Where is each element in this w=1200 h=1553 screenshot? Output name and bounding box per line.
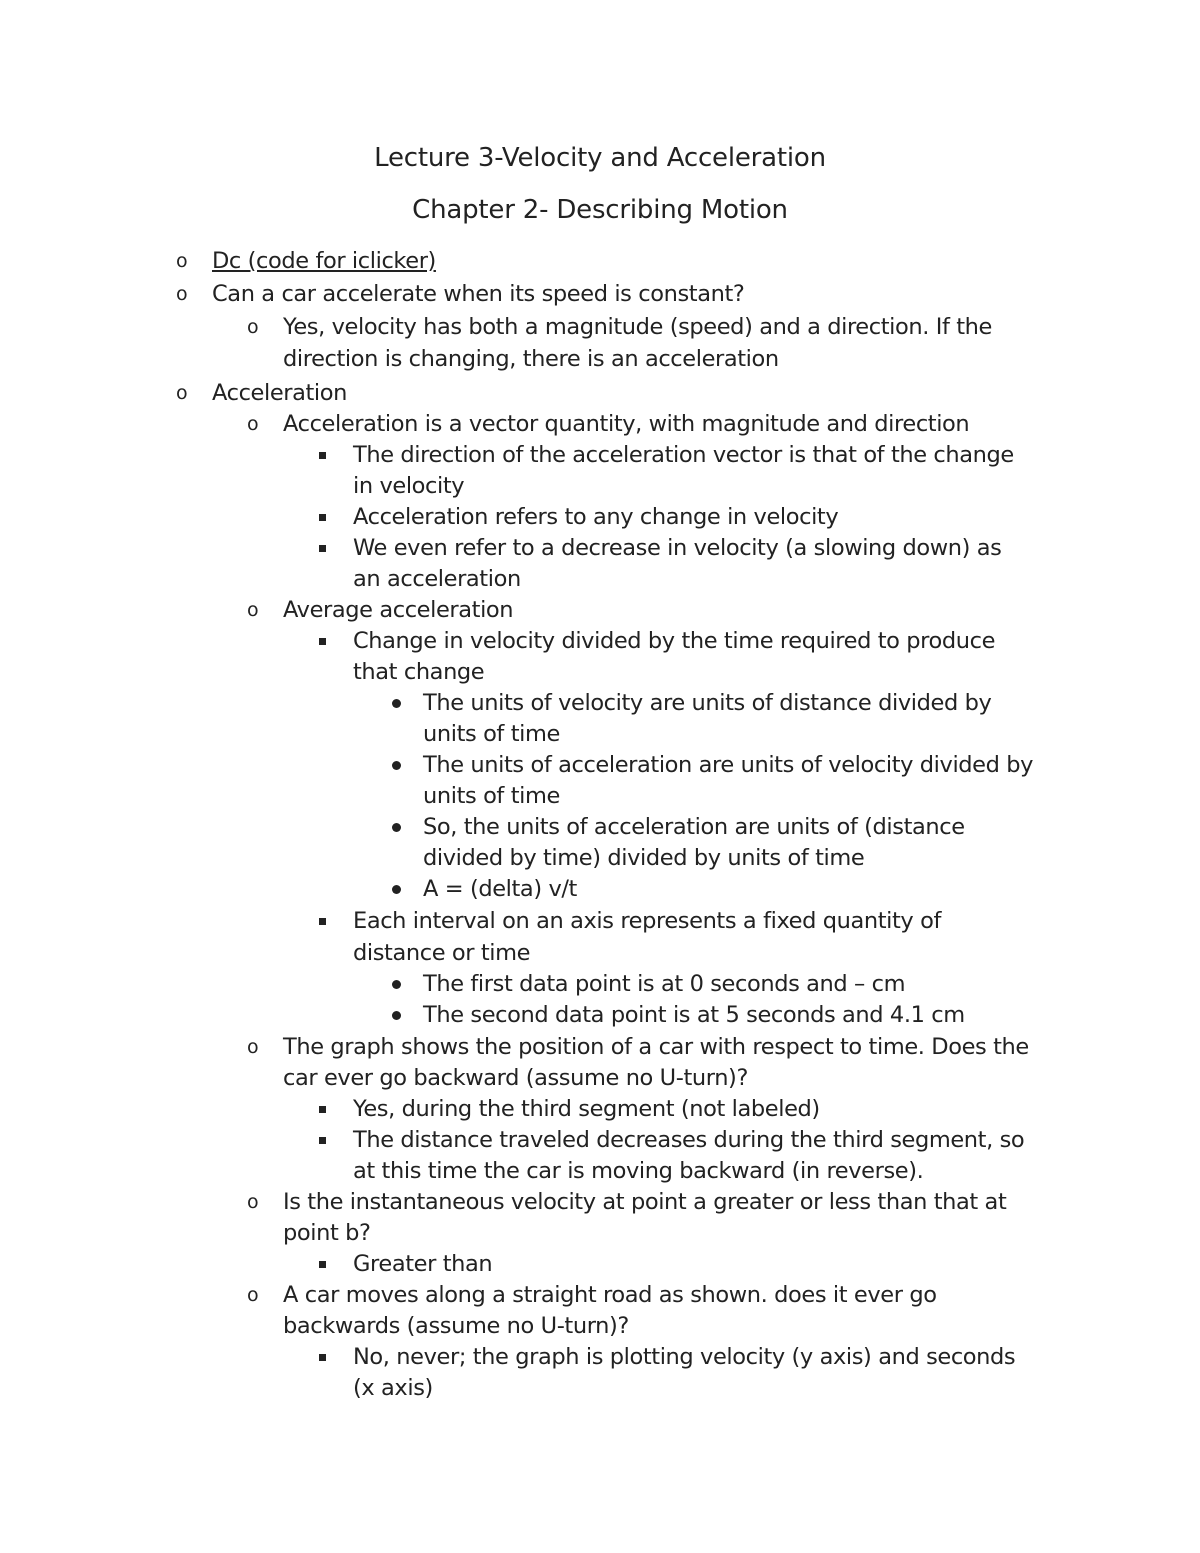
list-item	[423, 812, 965, 843]
list-item	[353, 626, 995, 657]
list-item-text: The units of velocity are units of distance divided by	[423, 690, 992, 716]
list-item-text: The distance traveled decreases during the third segment, so	[353, 1127, 1025, 1153]
circle-bullet-icon: o	[176, 283, 188, 305]
list-item	[423, 688, 991, 719]
list-item-text: The units of acceleration are units of velocity divided by	[423, 752, 1034, 778]
list-item-text: that change	[353, 659, 485, 685]
list-item	[247, 1032, 1029, 1063]
list-item-text: Dc (code for iclicker)	[212, 248, 436, 274]
list-item-text: The direction of the acceleration vector is that of the change	[353, 442, 1014, 468]
list-item	[423, 969, 905, 1000]
list-item-text: The first data point is at 0 seconds and – cm	[423, 971, 906, 997]
list-item-continuation	[283, 1311, 629, 1342]
list-item	[176, 246, 436, 277]
list-item	[247, 409, 970, 440]
dot-bullet-icon	[392, 885, 401, 894]
square-bullet-icon	[319, 1354, 326, 1361]
dot-bullet-icon	[392, 980, 401, 989]
list-item-text: Acceleration refers to any change in velocity	[353, 504, 839, 530]
list-item-text: (x axis)	[353, 1375, 433, 1401]
list-item	[247, 1280, 937, 1311]
square-bullet-icon	[319, 1106, 326, 1113]
list-item-text: Each interval on an axis represents a fixed quantity of	[353, 908, 941, 934]
square-bullet-icon	[319, 514, 326, 521]
list-item-continuation	[423, 843, 864, 874]
circle-bullet-icon: o	[247, 599, 259, 621]
list-item-text: No, never; the graph is plotting velocity (y axis) and seconds	[353, 1344, 1016, 1370]
list-item-text: Yes, during the third segment (not labeled)	[353, 1096, 820, 1122]
list-item	[247, 312, 992, 343]
circle-bullet-icon: o	[247, 413, 259, 435]
page-subtitle: Chapter 2- Describing Motion	[412, 195, 788, 225]
list-item	[247, 595, 514, 626]
list-item-continuation	[283, 344, 779, 375]
circle-bullet-icon: o	[176, 382, 188, 404]
list-item-text: in velocity	[353, 473, 465, 499]
list-item-continuation	[353, 1373, 433, 1404]
list-item	[353, 906, 941, 937]
list-item-text: car ever go backward (assume no U-turn)?	[283, 1065, 748, 1091]
list-item-text: The graph shows the position of a car with respect to time. Does the	[283, 1034, 1029, 1060]
list-item-text: A = (delta) v/t	[423, 876, 577, 902]
list-item-continuation	[353, 1156, 923, 1187]
list-item	[247, 1187, 1007, 1218]
square-bullet-icon	[319, 1137, 326, 1144]
circle-bullet-icon: o	[247, 1036, 259, 1058]
dot-bullet-icon	[392, 1011, 401, 1020]
list-item	[353, 1342, 1015, 1373]
list-item-text: distance or time	[353, 940, 531, 966]
list-item-continuation	[283, 1218, 371, 1249]
list-item-text: The second data point is at 5 seconds and 4.1 cm	[423, 1002, 965, 1028]
square-bullet-icon	[319, 1261, 326, 1268]
square-bullet-icon	[319, 638, 326, 645]
list-item-continuation	[353, 657, 484, 688]
square-bullet-icon	[319, 452, 326, 459]
list-item-text: We even refer to a decrease in velocity (a slowing down) as	[353, 535, 1002, 561]
list-item-text: Yes, velocity has both a magnitude (speed) and a direction. If the	[283, 314, 992, 340]
list-item-text: units of time	[423, 783, 560, 809]
list-item-text: So, the units of acceleration are units of (distance	[423, 814, 965, 840]
square-bullet-icon	[319, 545, 326, 552]
list-item-text: direction is changing, there is an acceleration	[283, 346, 779, 372]
list-item-text: an acceleration	[353, 566, 521, 592]
list-item-text: backwards (assume no U-turn)?	[283, 1313, 629, 1339]
dot-bullet-icon	[392, 699, 401, 708]
list-item-text: Can a car accelerate when its speed is constant?	[212, 281, 745, 307]
list-item	[353, 533, 1002, 564]
list-item	[176, 378, 348, 409]
list-item-text: point b?	[283, 1220, 371, 1246]
circle-bullet-icon: o	[176, 250, 188, 272]
list-item	[176, 279, 745, 310]
list-item-continuation	[353, 938, 530, 969]
list-item-text: Is the instantaneous velocity at point a greater or less than that at	[283, 1189, 1007, 1215]
list-item-continuation	[353, 564, 521, 595]
list-item-text: at this time the car is moving backward (in reverse).	[353, 1158, 924, 1184]
list-item	[353, 502, 838, 533]
list-item-text: Acceleration	[212, 380, 348, 406]
list-item-text: divided by time) divided by units of time	[423, 845, 865, 871]
list-item-text: A car moves along a straight road as shown. does it ever go	[283, 1282, 937, 1308]
list-item-continuation	[423, 719, 560, 750]
list-item	[353, 1249, 492, 1280]
list-item-text: Change in velocity divided by the time required to produce	[353, 628, 996, 654]
square-bullet-icon	[319, 918, 326, 925]
dot-bullet-icon	[392, 823, 401, 832]
page-title: Lecture 3-Velocity and Acceleration	[374, 143, 826, 173]
list-item	[423, 1000, 965, 1031]
list-item	[423, 874, 577, 905]
list-item-text: Acceleration is a vector quantity, with magnitude and direction	[283, 411, 970, 437]
list-item-continuation	[353, 471, 464, 502]
circle-bullet-icon: o	[247, 1191, 259, 1213]
list-item	[353, 1125, 1024, 1156]
list-item-text: Average acceleration	[283, 597, 514, 623]
list-item	[353, 1094, 820, 1125]
dot-bullet-icon	[392, 761, 401, 770]
circle-bullet-icon: o	[247, 316, 259, 338]
list-item	[353, 440, 1014, 471]
list-item-continuation	[423, 781, 560, 812]
list-item-text: Greater than	[353, 1251, 493, 1277]
circle-bullet-icon: o	[247, 1284, 259, 1306]
list-item-continuation	[283, 1063, 748, 1094]
list-item-text: units of time	[423, 721, 560, 747]
list-item	[423, 750, 1033, 781]
